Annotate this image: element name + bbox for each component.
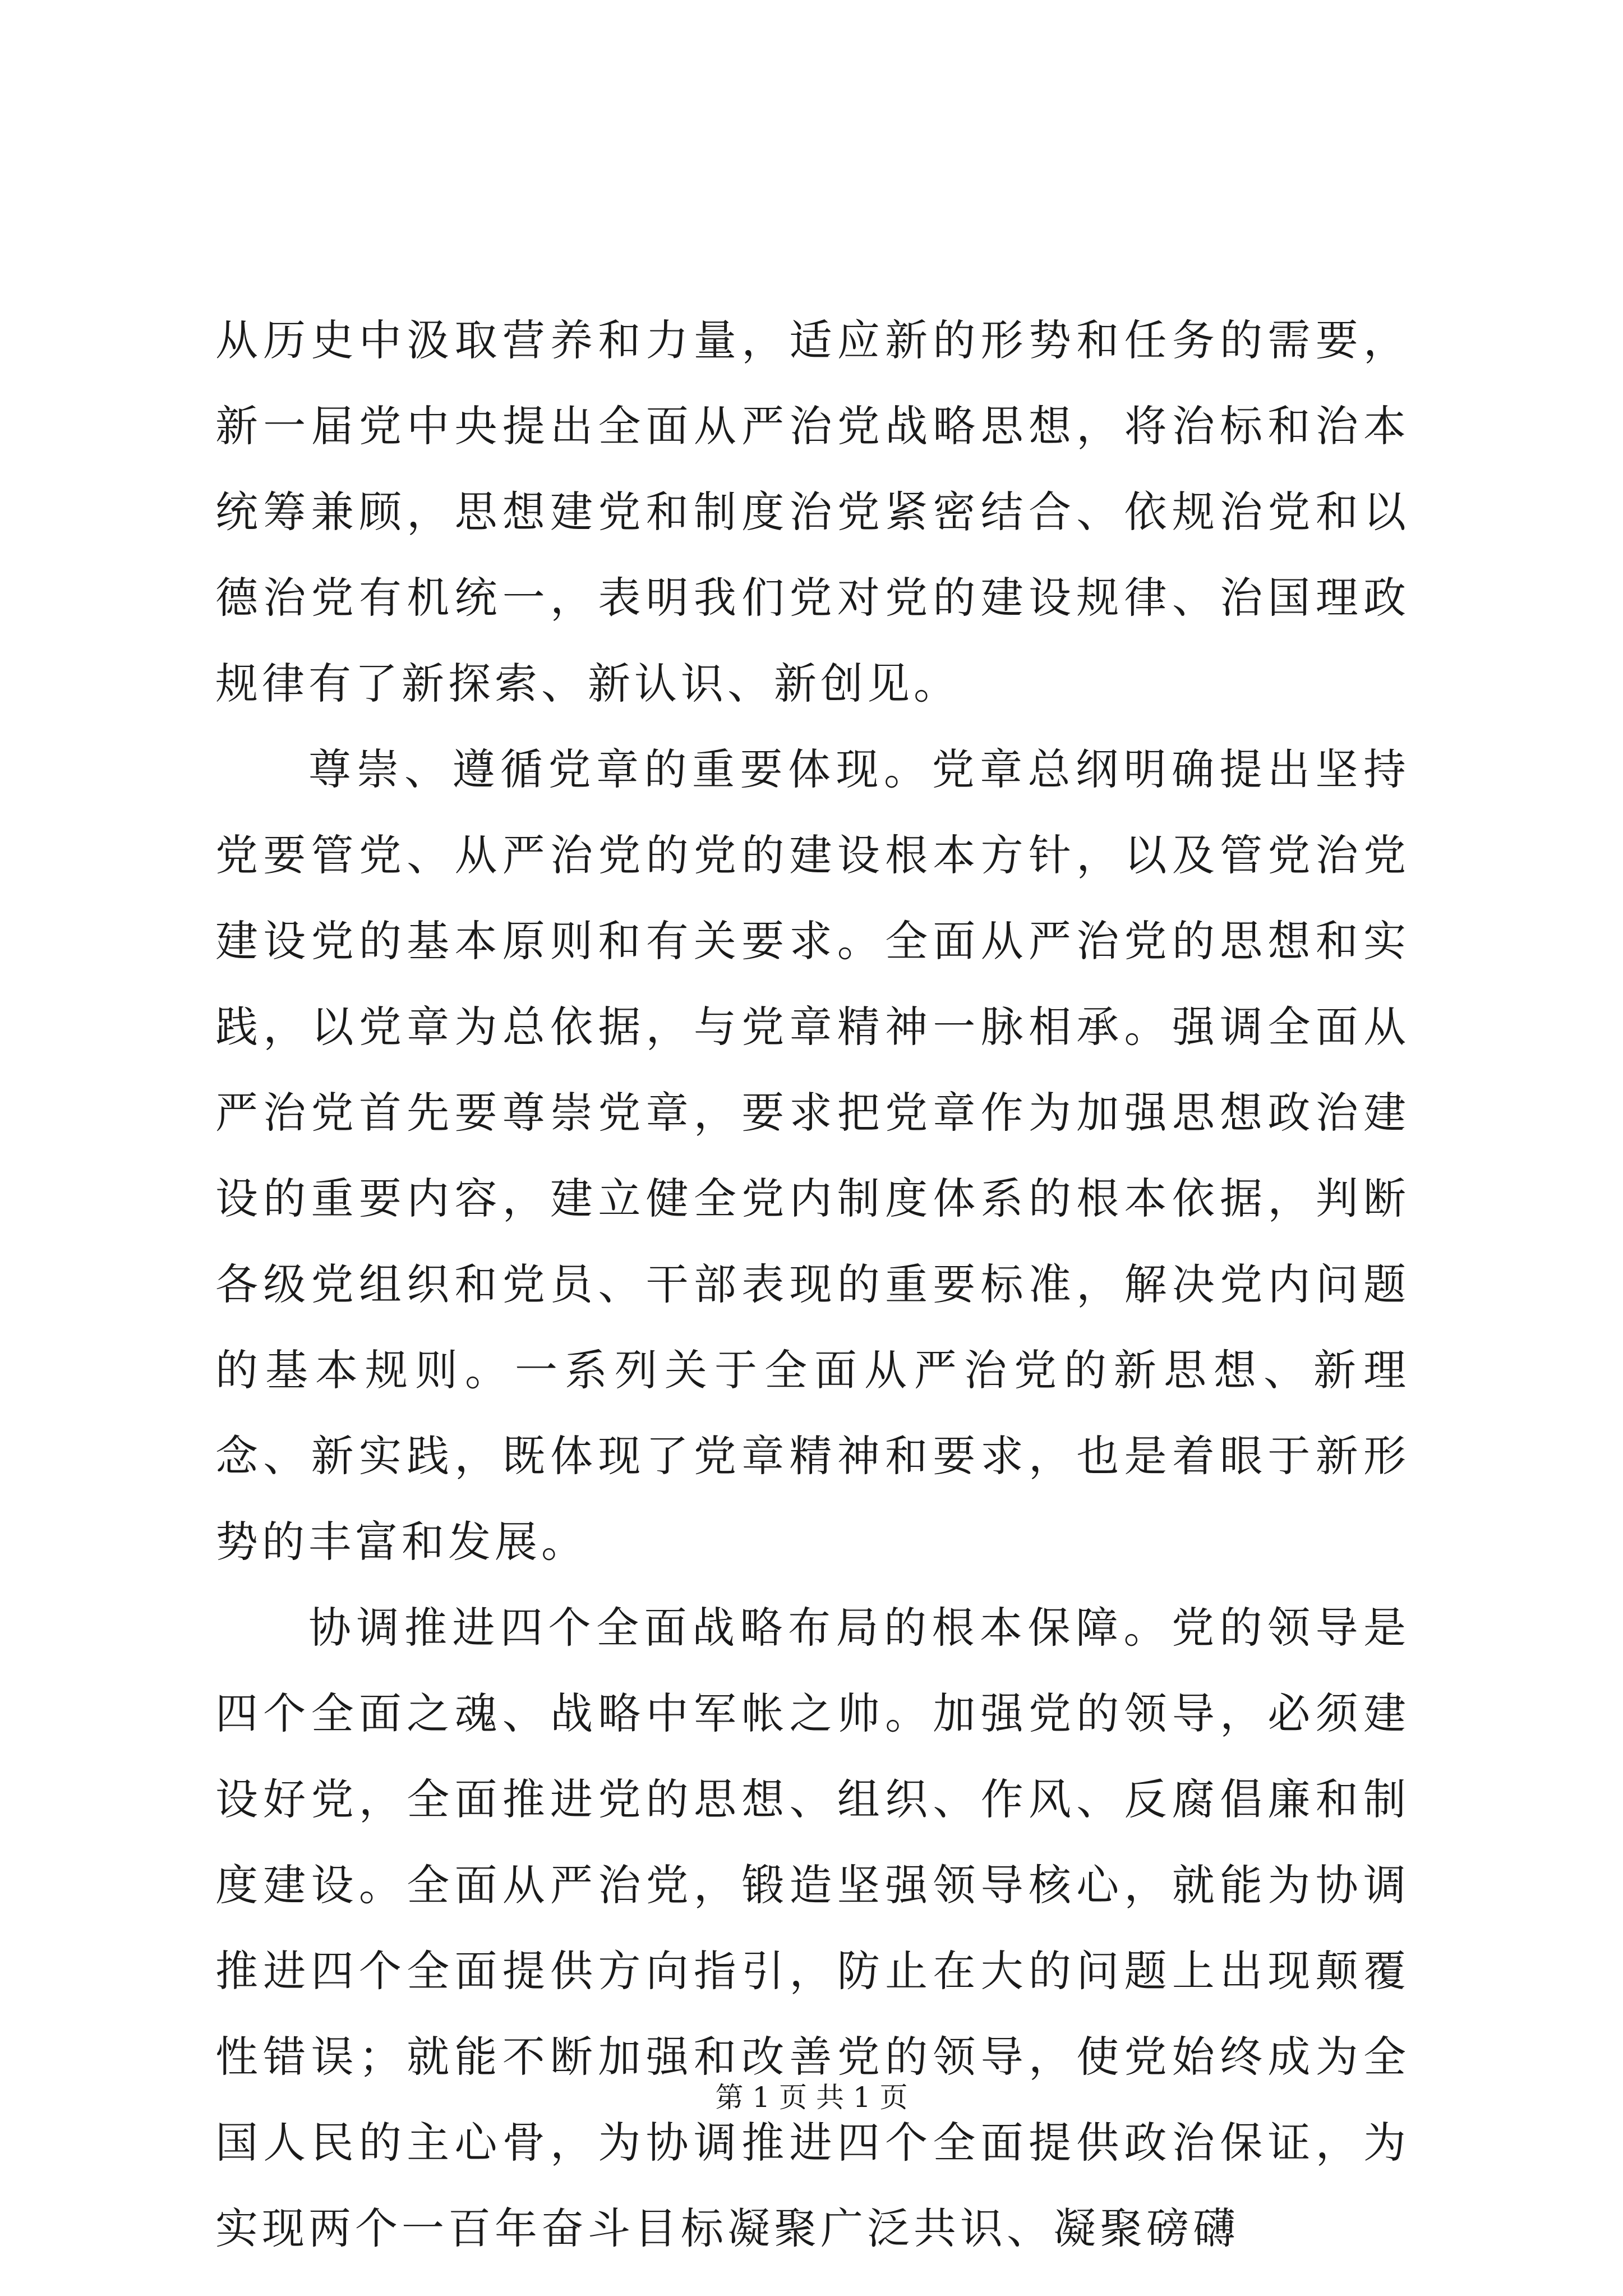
page-footer: 第 1 页 共 1 页 — [715, 2081, 908, 2114]
paragraph-1: 从历史中汲取营养和力量，适应新的形势和任务的需要，新一届党中央提出全面从严治党战略思想，将治标和治本统筹兼顾，思想建党和制度治党紧密结合、依规治党和以德治党有机统一，表明我们党对党的建设规律、治国理政规律有了新探索、新认识、新创见。 — [215, 315, 1410, 708]
document-body — [215, 297, 1410, 2271]
paragraph-2: 尊崇、遵循党章的重要体现。党章总纲明确提出坚持党要管党、从严治党的党的建设根本方针，以及管党治党建设党的基本原则和有关要求。全面从严治党的思想和实践，以党章为总依据，与党章精神一脉相承。强调全面从严治党首先要尊崇党章，要求把党章作为加强思想政治建设的重要内容，建立健全党内制度体系的根本依据，判断各级党组织和党员、干部表现的重要标准，解决党内问题的基本规则。一系列关于全面从严治党的新思想、新理念、新实践，既体现了党章精神和要求，也是着眼于新形势的丰富和发展。 — [215, 744, 1410, 1567]
paragraph-3: 协调推进四个全面战略布局的根本保障。党的领导是四个全面之魂、战略中军帐之帅。加强党的领导，必须建设好党，全面推进党的思想、组织、作风、反腐倡廉和制度建设。全面从严治党，锻造坚强领导核心，就能为协调推进四个全面提供方向指引，防止在大的问题上出现颠覆性错误；就能不断加强和改善党的领导，使党始终成为全国人民的主心骨，为协调推进四个全面提供政治保证，为实现两个一百年奋斗目标凝聚广泛共识、凝聚磅礴 — [215, 1603, 1410, 2253]
